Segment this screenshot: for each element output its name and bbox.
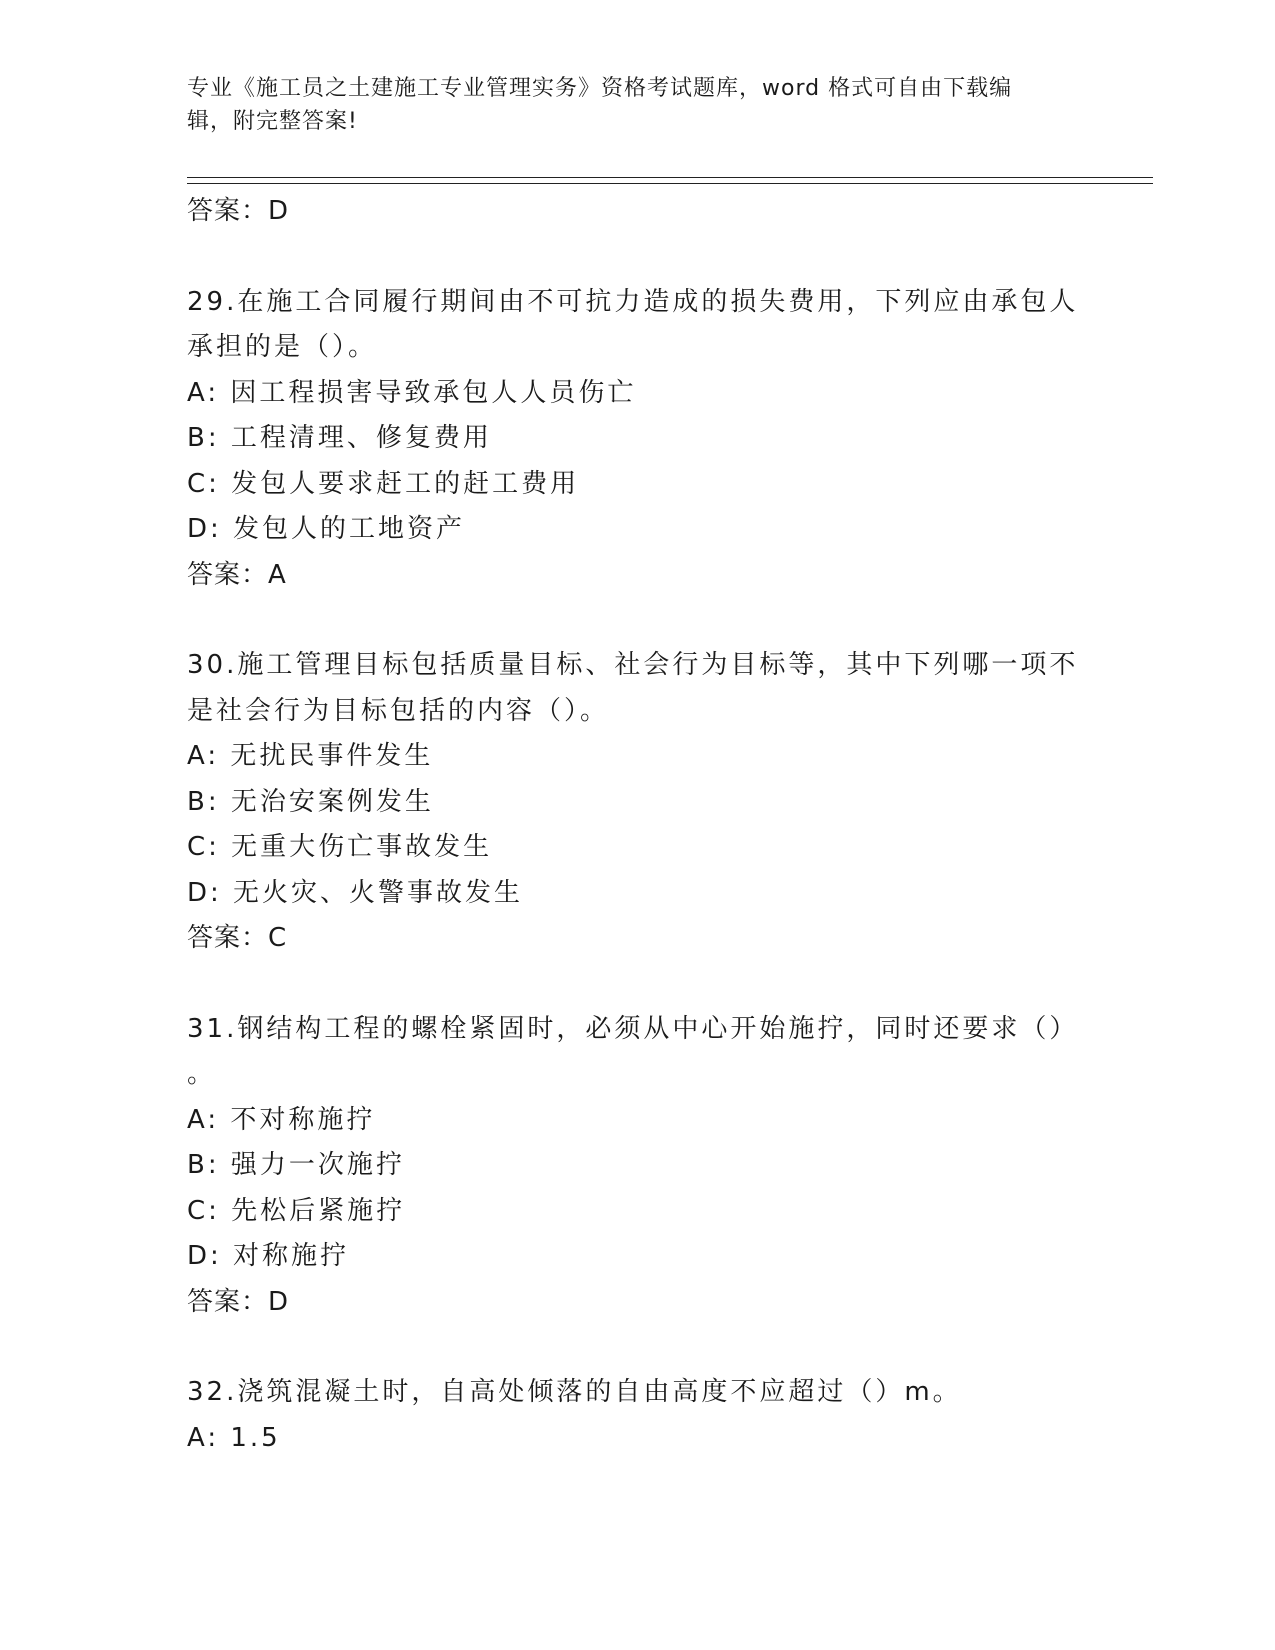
question-stem <box>187 1007 1087 1098</box>
header-line-1: 专业《施工员之土建施工专业管理实务》资格考试题库，word 格式可自由下载编 <box>187 76 1013 101</box>
option-a: A: 因工程损害导致承包人人员伤亡 <box>187 377 637 408</box>
option-d: D: 对称施拧 <box>187 1241 350 1271</box>
question-stem-line: 承担的是（）。 <box>187 332 378 362</box>
question-stem-line: 是社会行为目标包括的内容（）。 <box>187 695 610 726</box>
answer-line: 答案：D <box>187 196 290 226</box>
answer-line: 答案：A <box>187 559 287 590</box>
option-b: B: 无治安案例发生 <box>187 786 434 817</box>
option-d: D: 无火灾、火警事故发生 <box>187 877 524 908</box>
question-stem <box>187 643 1087 734</box>
question-31 <box>187 1007 1087 1326</box>
option-c: C: 发包人要求赶工的赶工费用 <box>187 468 580 499</box>
question-stem-line: 31.钢结构工程的螺栓紧固时，必须从中心开始施拧，同时还要求（） <box>187 1013 1079 1044</box>
document-header <box>187 72 1067 138</box>
question-stem-line: 30.施工管理目标包括质量目标、社会行为目标等，其中下列哪一项不 <box>187 650 1079 680</box>
question-29 <box>187 280 1087 599</box>
header-divider-top <box>187 177 1153 178</box>
question-content <box>187 189 1087 1461</box>
question-stem <box>187 280 1087 371</box>
option-a: A: 1.5 <box>187 1422 281 1453</box>
header-line-2: 辑，附完整答案! <box>187 109 358 134</box>
option-d: D: 发包人的工地资产 <box>187 514 466 544</box>
question-stem-line: 29.在施工合同履行期间由不可抗力造成的损失费用，下列应由承包人 <box>187 286 1079 317</box>
option-c: C: 先松后紧施拧 <box>187 1195 406 1226</box>
option-a: A: 不对称施拧 <box>187 1104 376 1135</box>
answer-line: 答案：C <box>187 923 288 953</box>
option-b: B: 强力一次施拧 <box>187 1150 405 1180</box>
question-stem <box>187 1370 1087 1416</box>
option-c: C: 无重大伤亡事故发生 <box>187 832 493 862</box>
header-divider-bottom <box>187 183 1153 184</box>
question-32 <box>187 1370 1087 1461</box>
option-a: A: 无扰民事件发生 <box>187 741 434 771</box>
answer-line: 答案：D <box>187 1286 290 1317</box>
question-30 <box>187 643 1087 962</box>
question-stem-line: 。 <box>187 1059 217 1089</box>
question-stem-line: 32.浇筑混凝土时，自高处倾落的自由高度不应超过（）m。 <box>187 1377 962 1407</box>
option-b: B: 工程清理、修复费用 <box>187 423 492 453</box>
